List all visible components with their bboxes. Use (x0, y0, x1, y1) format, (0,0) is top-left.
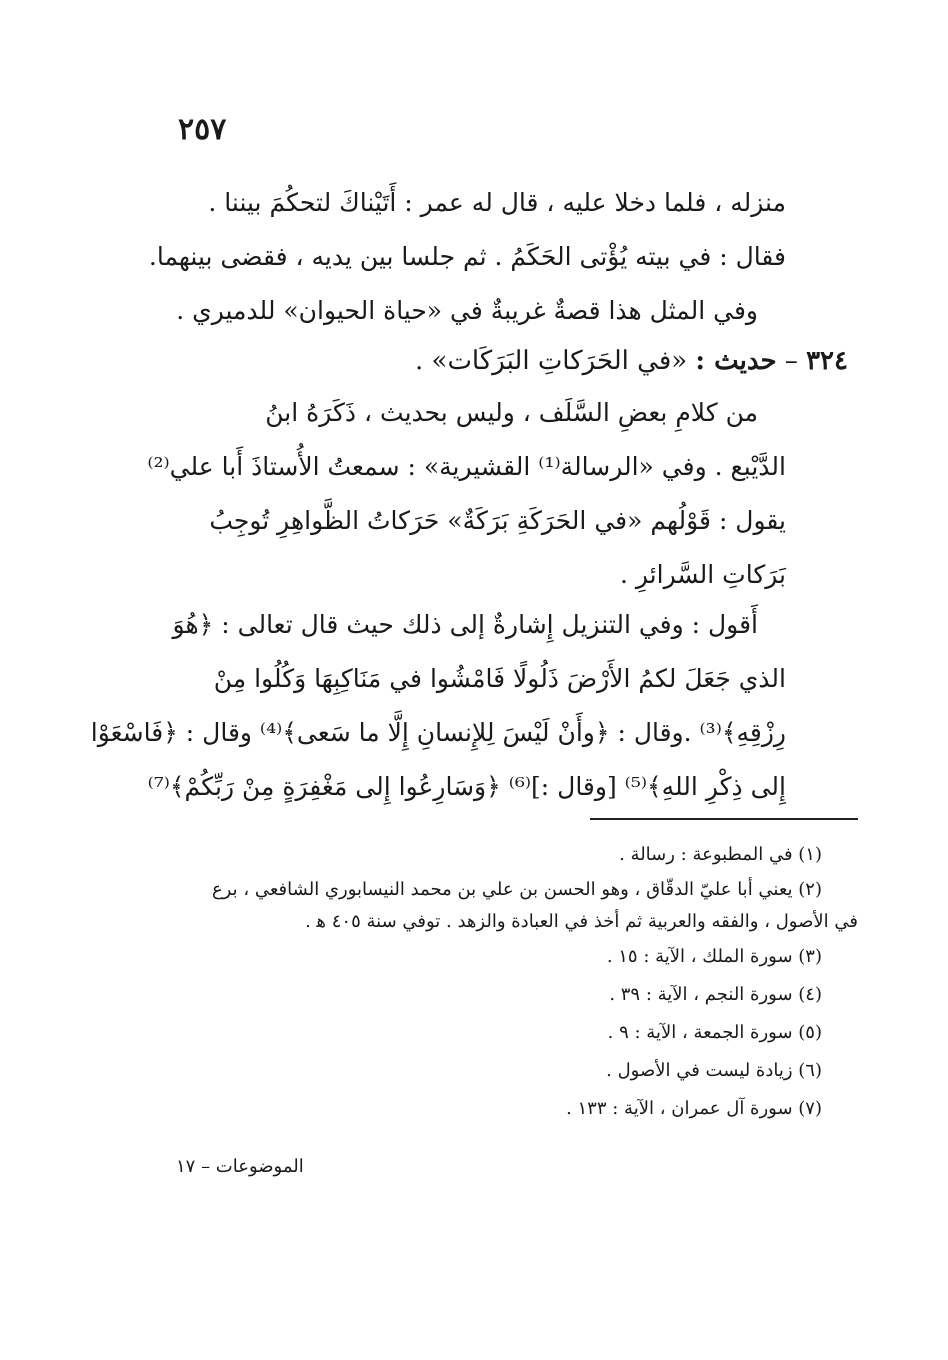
hadith-paragraph (147, 386, 786, 602)
text-line: بَرَكاتِ السَّرائرِ . (619, 560, 786, 589)
text-line: منزله ، فلما دخلا عليه ، قال له عمر : أَتَيْناكَ لتحكُمَ بيننا . (208, 188, 786, 217)
hadith-number: ٣٢٤ (806, 346, 848, 376)
footnote: (٥) سورة الجمعة ، الآية : ٩ . (607, 1022, 822, 1043)
footnote-continuation: في الأصول ، والفقه والعربية ثم أخذ في العبادة والزهد . توفي سنة ٤٠٥ ﻫ . (305, 911, 858, 932)
text-line: الذي جَعَلَ لكمُ الأَرْضَ ذَلُولًا فَامْشُوا في مَنَاكِبِهَا وَكُلُوا مِنْ (213, 664, 786, 693)
hadith-dash: – (784, 346, 798, 376)
text-line: فقال : في بيته يُؤْتى الحَكَمُ . ثم جلسا بين يديه ، فقضى بينهما. (148, 242, 786, 271)
hadith-heading (178, 334, 848, 388)
hadith-title: «في الحَرَكاتِ البَرَكَات» . (415, 346, 688, 376)
footnote: (٦) زيادة ليست في الأصول . (606, 1060, 822, 1081)
footnote: (٢) يعني أبا عليّ الدقّاق ، وهو الحسن بن علي بن محمد النيسابوري الشافعي ، برع (211, 879, 822, 900)
text-line: أَقول : وفي التنزيل إِشارةٌ إلى ذلك حيث قال تعالى : ﴿هُوَ (172, 610, 758, 639)
footnote: (٧) سورة آل عمران ، الآية : ١٣٣ . (566, 1098, 822, 1119)
hadith-label: حديث : (695, 346, 777, 376)
footnote: (١) في المطبوعة : رسالة . (619, 844, 822, 865)
text-line: إِلى ذِكْرِ اللهِ﴾⁽⁵⁾ [وقال :]⁽⁶⁾ ﴿وَسَارِعُوا إِلى مَغْفِرَةٍ مِنْ رَبِّكُمْ﴾⁽⁷⁾ (147, 772, 786, 801)
page-number: ٢٥٧ (178, 112, 227, 147)
section-footer: الموضوعات – ١٧ (176, 1156, 304, 1177)
footnotes (160, 836, 858, 1128)
footnote: (٤) سورة النجم ، الآية : ٣٩ . (609, 984, 822, 1005)
text-line: الدَّيْبع . وفي «الرسالة⁽¹⁾ القشيرية» : سمعتُ الأُستاذَ أَبا علي⁽²⁾ (147, 452, 786, 481)
text-line: رِزْقِهِ﴾⁽³⁾ .وقال : ﴿وأَنْ لَيْسَ لِلإِنسانِ إِلَّا ما سَعى﴾⁽⁴⁾ وقال : ﴿فَاسْعَوْا (90, 718, 786, 747)
footnote-divider (590, 818, 858, 820)
text-line: وفي المثل هذا قصةٌ غريبةٌ في «حياة الحيوان» للدميري . (176, 296, 758, 325)
commentary-paragraph (90, 598, 786, 814)
intro-paragraph (148, 176, 786, 338)
footnote: (٣) سورة الملك ، الآية : ١٥ . (606, 946, 822, 967)
text-line: من كلامِ بعضِ السَّلَف ، وليس بحديث ، ذَكَرَهُ ابنُ (265, 398, 758, 427)
text-line: يقول : قَوْلُهم «في الحَرَكَةِ بَرَكَةٌ» حَرَكاتُ الظَّواهِرِ تُوجِبُ (209, 506, 786, 535)
